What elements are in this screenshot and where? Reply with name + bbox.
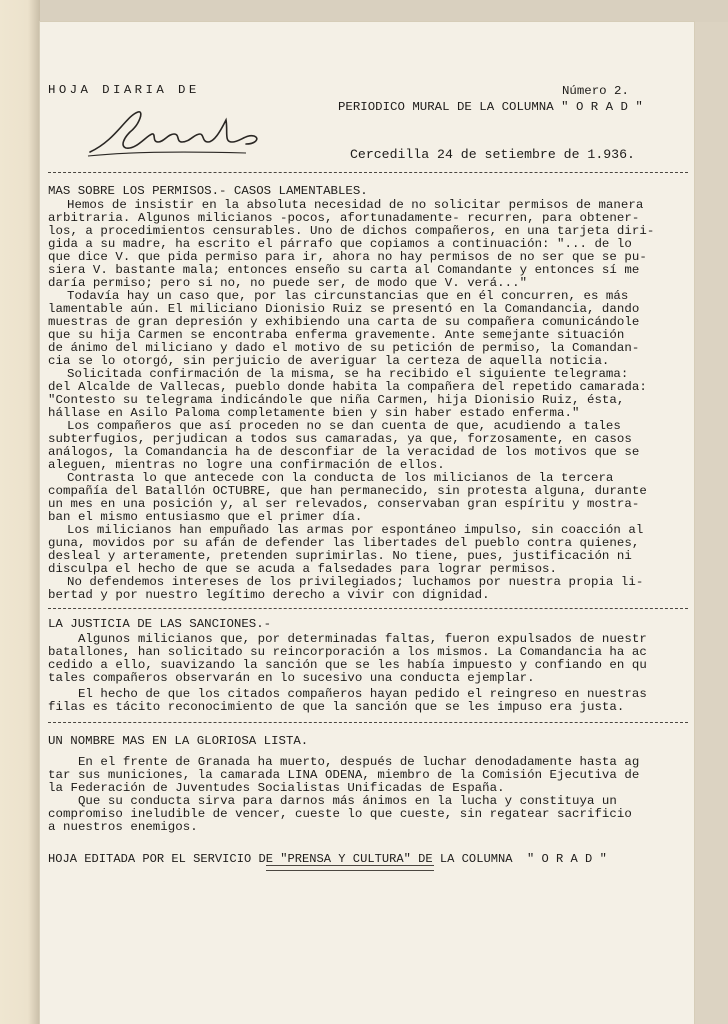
article-line: compañía del Batallón OCTUBRE, que han permanecido, sin protesta alguna, durante: [48, 484, 647, 498]
article-line: los, a procedimientos censurables. Uno de dichos compañeros, en una tarjeta diri-: [48, 224, 655, 238]
signature-mark: [86, 106, 276, 160]
article-line: siera V. bastante mala; entonces enseño su carta al Comandante y entonces sí me: [48, 263, 640, 277]
masthead-signature: [86, 106, 276, 165]
book-binding-margin: [0, 0, 40, 1024]
article-line: análogos, la Comandancia ha de desconfiar de la veracidad de los motivos que se: [48, 445, 640, 459]
document-page: [40, 22, 694, 1024]
article-line: que dice V. que pida permiso para ir, ahora no hay permisos de no ser que se pu-: [48, 250, 647, 264]
article-line: desleal y arteramente, pretenden suprimirlas. No tiene, pues, justificación ni: [48, 549, 632, 563]
article-line: "Contesto su telegrama indicándole que niña Carmen, hija Dionisio Ruiz, ésta,: [48, 393, 625, 407]
article-line: Todavía hay un caso que, por las circunstancias que en él concurren, es más: [52, 289, 629, 303]
subtitle: PERIODICO MURAL DE LA COLUMNA " O R A D ": [338, 100, 643, 114]
article-line: a nuestros enemigos.: [48, 820, 198, 834]
article-line: Los compañeros que así proceden no se dan cuenta de que, acudiendo a tales: [52, 419, 621, 433]
article-line: gida a su madre, ha escrito el párrafo que copiamos a continuación: "... de lo: [48, 237, 632, 251]
article-line: que su hija Carmen se encontraba enferma gravemente. Ante semejante situación: [48, 328, 625, 342]
article-line: tar sus municiones, la camarada LINA ODENA, miembro de la Comisión Ejecutiva de: [48, 768, 640, 782]
article-line: muestras de gran depresión y exhibiendo una carta de su compañera comunicándole: [48, 315, 640, 329]
article-line: cedido a ello, suavizando la sanción que se les había impuesto y confiando en qu: [48, 658, 647, 672]
article-line: del Alcalde de Vallecas, pueblo donde habita la compañera del repetido camarada:: [48, 380, 647, 394]
article-line: la Federación de Juventudes Socialistas Unificadas de España.: [48, 781, 505, 795]
article-title: LA JUSTICIA DE LAS SANCIONES.-: [48, 617, 272, 631]
article-line: Contrasta lo que antecede con la conducta de los milicianos de la tercera: [52, 471, 614, 485]
article-line: El hecho de que los citados compañeros hayan pedido el reingreso en nuestras: [48, 687, 647, 701]
article-line: bertad y por nuestro legítimo derecho a vivir con dignidad.: [48, 588, 490, 602]
article-line: subterfugios, perjudican a todos sus camaradas, ya que, forzosamente, en casos: [48, 432, 632, 446]
article-line: compromiso ineludible de vencer, cueste lo que cueste, sin regatear sacrificio: [48, 807, 632, 821]
article-line: disculpa el hecho de que se acuda a falsedades para lograr permisos.: [48, 562, 558, 576]
signature-text: [86, 106, 90, 107]
article-line: batallones, han solicitado su reincorporación a los mismos. La Comandancia ha ac: [48, 645, 647, 659]
separator-dashed: [48, 608, 688, 609]
article-line: de ánimo del miliciano y dado el motivo de su petición de permiso, la Comandan-: [48, 341, 640, 355]
separator-dashed: [48, 172, 688, 173]
article-line: lamentable aún. El miliciano Dionisio Ruiz se presentó en la Comandancia, dando: [48, 302, 640, 316]
article-title: UN NOMBRE MAS EN LA GLORIOSA LISTA.: [48, 734, 309, 748]
dateline: Cercedilla 24 de setiembre de 1.936.: [350, 147, 635, 162]
masthead-label: HOJA DIARIA DE: [48, 83, 200, 97]
article-line: arbitraria. Algunos milicianos -pocos, afortunadamente- recurren, para obtener-: [48, 211, 640, 225]
page-shadow-edge: [694, 22, 728, 1024]
article-title: MAS SOBRE LOS PERMISOS.- CASOS LAMENTABLES.: [48, 184, 368, 198]
article-line: filas es tácito reconocimiento de que la sanción que se les impuso era justa.: [48, 700, 625, 714]
article-line: Que su conducta sirva para darnos más ánimos en la lucha y constituya un: [48, 794, 617, 808]
article-line: daría permiso; pero si no, no puede ser, de modo que V. verá...": [48, 276, 528, 290]
article-line: Hemos de insistir en la absoluta necesidad de no solicitar permisos de manera: [52, 198, 644, 212]
article-line: Los milicianos han empuñado las armas por espontáneo impulso, sin coacción al: [52, 523, 644, 537]
separator-dashed: [48, 722, 688, 723]
article-line: aleguen, mientras no logre una confirmación de ellos.: [48, 458, 445, 472]
article-line: Algunos milicianos que, por determinadas faltas, fueron expulsados de nuestr: [48, 632, 647, 646]
article-line: ban el mismo entusiasmo que el primer día.: [48, 510, 363, 524]
issue-number: Número 2.: [562, 84, 629, 98]
article-line: Solicitada confirmación de la misma, se ha recibido el siguiente telegrama:: [52, 367, 629, 381]
article-line: No defendemos intereses de los privilegiados; luchamos por nuestra propia li-: [52, 575, 644, 589]
footer-credit: HOJA EDITADA POR EL SERVICIO DE "PRENSA Y CULTURA" DE LA COLUMNA " O R A D ": [48, 852, 607, 866]
article-line: tales compañeros observarán en lo sucesivo una conducta ejemplar.: [48, 671, 535, 685]
article-line: hállase en Asilo Paloma completamente bien y sin haber estado enferma.": [48, 406, 580, 420]
article-line: En el frente de Granada ha muerto, después de luchar denodadamente hasta ag: [48, 755, 640, 769]
article-line: cia se lo otorgó, sin perjuicio de averiguar la certeza de aquella noticia.: [48, 354, 610, 368]
article-line: guna, movidos por su afán de defender las libertades del pueblo contra quienes,: [48, 536, 640, 550]
article-line: un mes en una posición y, al ser relevados, conservaban gran espíritu y mostra-: [48, 497, 640, 511]
